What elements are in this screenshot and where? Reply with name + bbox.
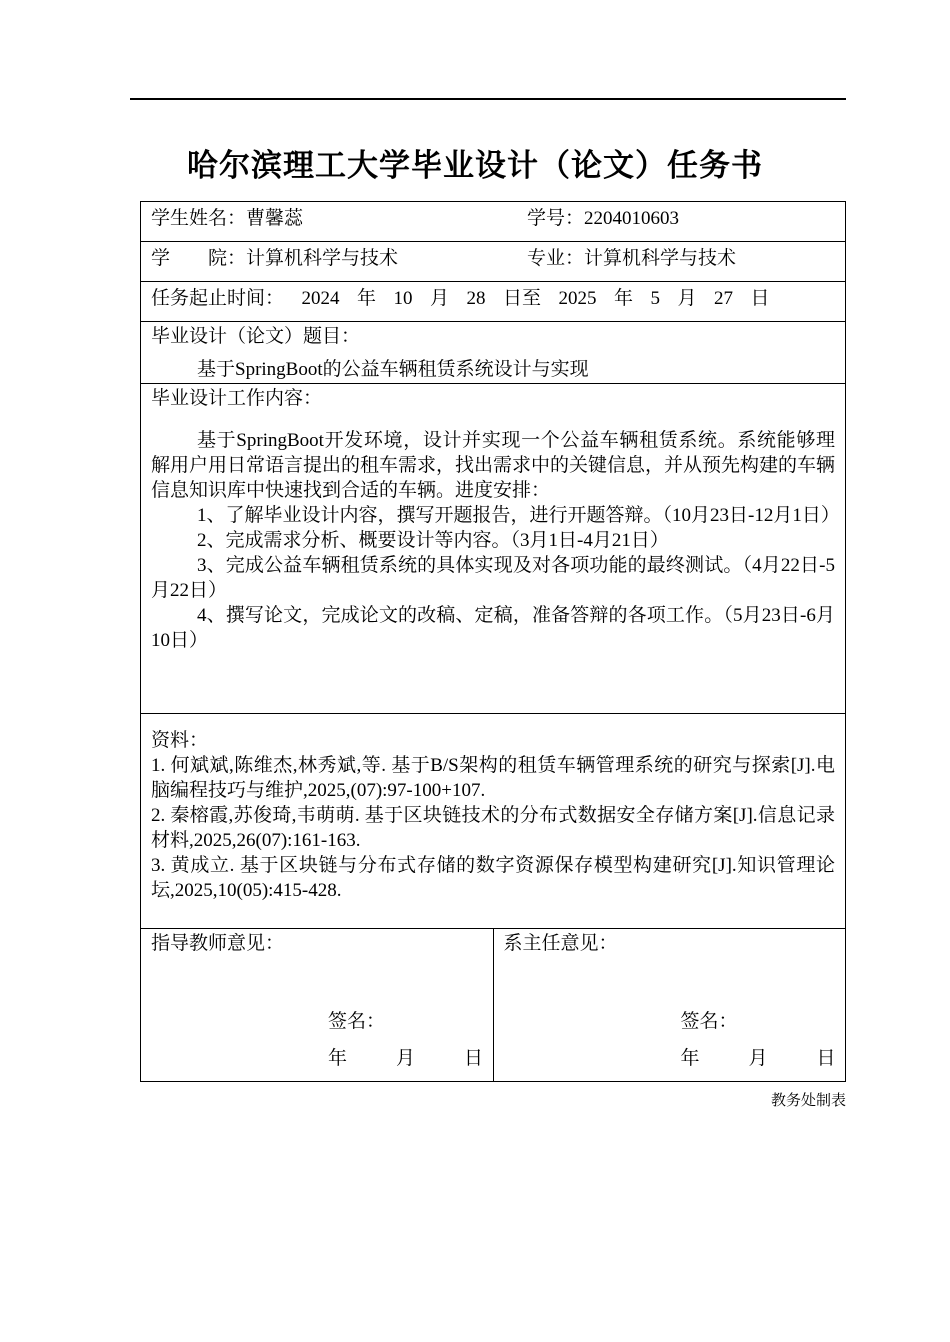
references-row bbox=[141, 714, 845, 929]
reference-item: 3. 黄成立. 基于区块链与分布式存储的数字资源保存模型构建研究[J].知识管理论坛,2025,10(05):415-428. bbox=[151, 855, 835, 901]
college-row bbox=[141, 242, 845, 282]
work-content-row bbox=[141, 384, 845, 714]
footer-note: 教务处制表 bbox=[770, 1093, 846, 1109]
day-label: 日 bbox=[816, 1048, 836, 1069]
header-rule bbox=[130, 98, 846, 100]
year-label: 年 bbox=[328, 1048, 348, 1069]
college: 学 院：计算机科学与技术 bbox=[151, 248, 399, 269]
schedule-item: 2、完成需求分析、概要设计等内容。（3月1日-4月21日） bbox=[197, 530, 669, 551]
month-label: 月 bbox=[395, 1048, 415, 1069]
schedule-item: 4、撰写论文，完成论文的改稿、定稿，准备答辩的各项工作。（5月23日-6月10日） bbox=[151, 605, 835, 651]
schedule-item: 1、了解毕业设计内容，撰写开题报告，进行开题答辩。（10月23日-12月1日） bbox=[197, 505, 840, 526]
day-label: 日 bbox=[463, 1048, 483, 1069]
topic-label: 毕业设计（论文）题目： bbox=[151, 326, 361, 347]
student-id: 学号：2204010603 bbox=[527, 208, 680, 229]
advisor-date bbox=[328, 1046, 483, 1071]
topic-value: 基于SpringBoot的公益车辆租赁系统设计与实现 bbox=[197, 359, 589, 380]
student-name: 学生姓名：曹馨蕊 bbox=[151, 208, 304, 229]
content-paragraph: 基于SpringBoot开发环境，设计并实现一个公益车辆租赁系统。系统能够理解用户用日常语言提出的租车需求，找出需求中的关键信息，并从预先构建的车辆信息知识库中快速找到合适的车辆。进度安排： bbox=[151, 430, 836, 501]
advisor-signature-label: 签名： bbox=[328, 1011, 386, 1032]
task-form-table bbox=[140, 201, 846, 1082]
major: 专业：计算机科学与技术 bbox=[527, 248, 737, 269]
references-label: 资料： bbox=[151, 730, 209, 751]
dean-signature-label: 签名： bbox=[680, 1011, 738, 1032]
schedule-item: 3、完成公益车辆租赁系统的具体实现及对各项功能的最终测试。（4月22日-5月22日） bbox=[151, 555, 835, 601]
period-row bbox=[141, 282, 845, 322]
work-content-label: 毕业设计工作内容： bbox=[151, 388, 323, 409]
month-label: 月 bbox=[748, 1048, 768, 1069]
reference-item: 1. 何斌斌,陈维杰,林秀斌,等. 基于B/S架构的租赁车辆管理系统的研究与探索[J].电脑编程技巧与维护,2025,(07):97-100+107. bbox=[151, 755, 835, 801]
student-row bbox=[141, 202, 845, 242]
reference-item: 2. 秦榕霞,苏俊琦,韦萌萌. 基于区块链技术的分布式数据安全存储方案[J].信息记录材料,2025,26(07):161-163. bbox=[151, 805, 835, 851]
dean-date bbox=[681, 1046, 836, 1071]
dean-opinion-label: 系主任意见： bbox=[503, 933, 618, 954]
year-label: 年 bbox=[680, 1048, 700, 1069]
advisor-opinion-label: 指导教师意见： bbox=[151, 933, 285, 954]
advisor-opinion-cell bbox=[141, 929, 494, 1081]
opinion-row bbox=[141, 929, 845, 1081]
task-period: 任务起止时间： 2024 年 10 月 28 日至 2025 年 5 月 27 日 bbox=[151, 288, 770, 309]
topic-row bbox=[141, 322, 845, 384]
dean-opinion-cell bbox=[494, 929, 846, 1081]
document-title: 哈尔滨理工大学毕业设计（论文）任务书 bbox=[187, 148, 763, 183]
